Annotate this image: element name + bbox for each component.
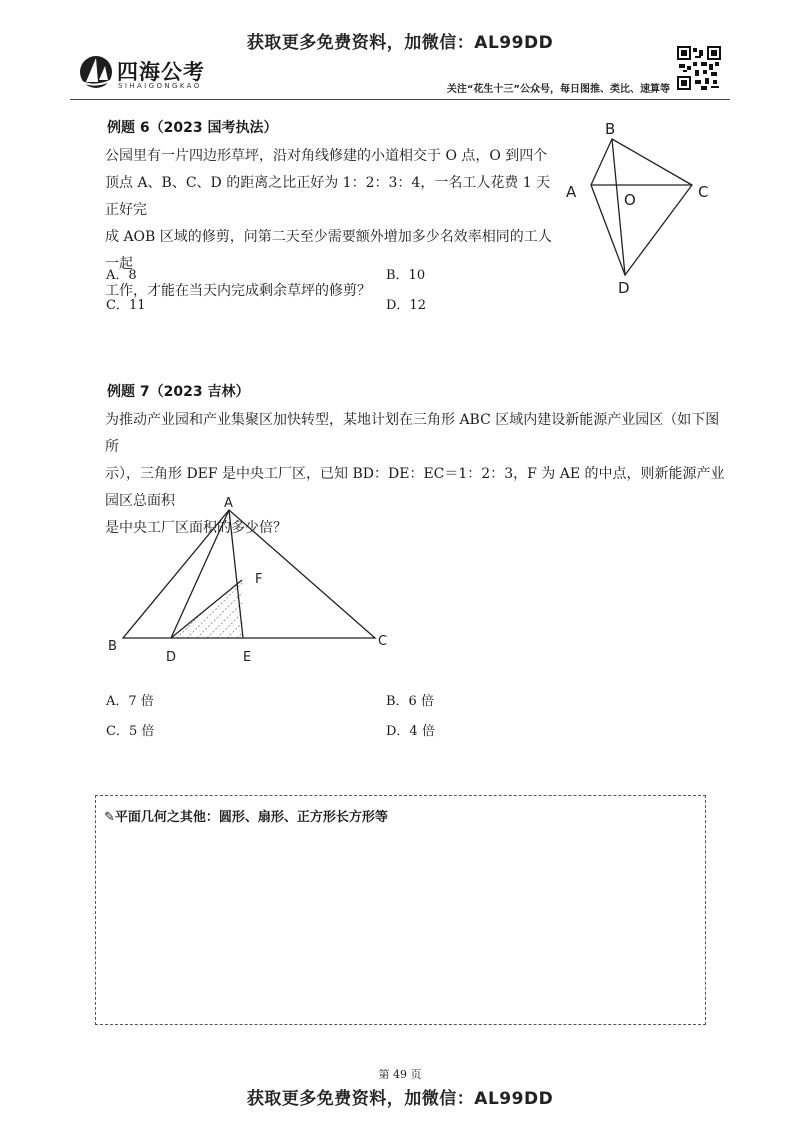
label-a: A — [566, 183, 577, 201]
q6-quadrilateral-figure — [560, 115, 720, 300]
header-divider — [70, 99, 730, 100]
q7-line-3: 是中央工厂区面积的多少倍？ — [105, 520, 287, 536]
triangle-abc — [123, 510, 375, 638]
q6-line-2: 顶点 A、B、C、D 的距离之比正好为 1：2：3：4，一名工人花费 1 天正好完 — [105, 175, 551, 218]
q6-line-3: 成 AOB 区域的修剪，问第二天至少需要额外增加多少名效率相同的工人一起 — [105, 229, 552, 272]
q7-option-c: C．5 倍 — [106, 724, 155, 739]
q6-stem — [105, 143, 555, 305]
brand-subtitle: SIHAIGONGKAO — [118, 82, 202, 90]
label-c: C — [698, 183, 709, 201]
page-number: 第 49 页 — [378, 1068, 422, 1081]
label-e: E — [243, 650, 252, 665]
label-o: O — [624, 191, 636, 209]
q7-option-b: B．6 倍 — [386, 694, 434, 709]
qr-code — [677, 46, 721, 90]
quadrilateral-outline — [591, 139, 692, 275]
label-d: D — [618, 279, 630, 297]
q6-option-d: D．12 — [386, 298, 426, 313]
brand-name: 四海公考 — [117, 60, 205, 84]
header-note: 关注“花生十三”公众号，每日图推、类比、速算等 — [446, 84, 670, 95]
label-b: B — [108, 639, 117, 654]
label-a: A — [224, 496, 233, 511]
q7-option-a: A．7 倍 — [106, 694, 154, 709]
top-promo-banner: 获取更多免费资料，加微信：AL99DD — [246, 33, 554, 53]
q7-line-2: 示），三角形 DEF 是中央工厂区，已知 BD：DE：EC＝1：2：3，F 为 AE 的中点，则新能源产业园区总面积 — [105, 466, 725, 509]
note-box — [95, 795, 706, 1025]
bottom-promo-banner: 获取更多免费资料，加微信：AL99DD — [246, 1089, 554, 1109]
q7-option-d: D．4 倍 — [386, 724, 435, 739]
segment-df — [171, 580, 242, 638]
label-b: B — [605, 120, 616, 138]
q7-line-1: 为推动产业园和产业集聚区加快转型，某地计划在三角形 ABC 区域内建设新能源产业园区（如下图所 — [105, 412, 720, 455]
q6-option-b: B．10 — [386, 268, 426, 283]
note-title: ✎平面几何之其他：圆形、扇形、正方形长方形等 — [104, 810, 388, 825]
q7-title: 例题 7（2023 吉林） — [107, 384, 250, 400]
q6-line-1: 公园里有一片四边形草坪，沿对角线修建的小道相交于 O 点，O 到四个 — [105, 148, 548, 164]
segment-ad — [171, 510, 229, 638]
segment-ae — [229, 510, 243, 638]
label-f: F — [255, 572, 263, 587]
q6-option-c: C．11 — [106, 298, 146, 313]
q6-option-a: A．8 — [106, 268, 137, 283]
label-c: C — [378, 634, 388, 649]
label-d: D — [166, 650, 177, 665]
q6-title: 例题 6（2023 国考执法） — [107, 120, 278, 136]
q6-line-4: 工作，才能在当天内完成剩余草坪的修剪？ — [105, 283, 371, 299]
q7-triangle-figure — [100, 495, 400, 665]
